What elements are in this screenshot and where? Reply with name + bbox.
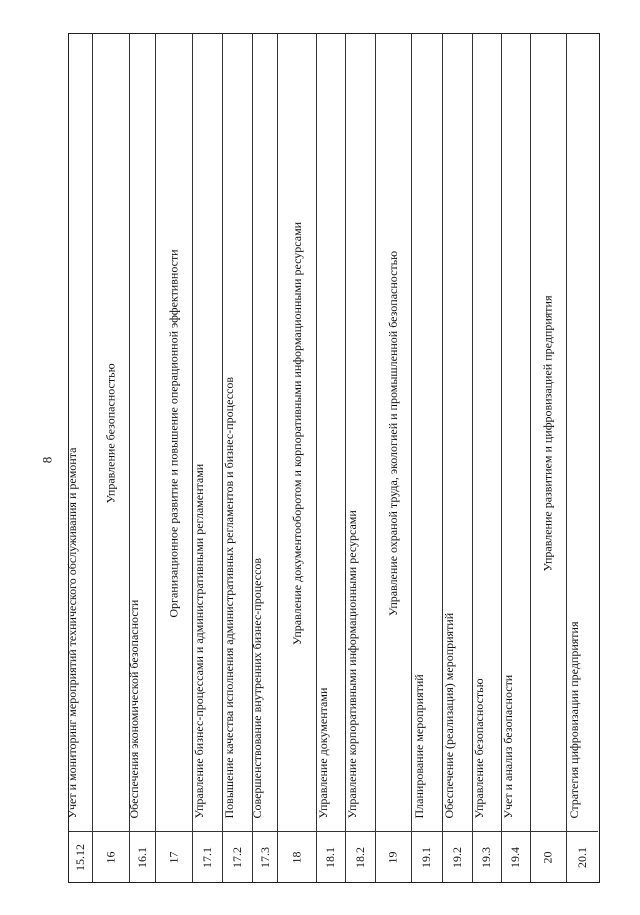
row-text: Управление документооборотом и корпоративными информационными ресурсами <box>289 221 304 645</box>
row-text-cell <box>278 34 315 832</box>
row-text: Управление безопасностью <box>103 362 118 504</box>
row-text: Управление развитием и цифровизацией предприятия <box>540 295 555 571</box>
row-text-cell <box>567 34 598 832</box>
row-text: Учет и мониторинг мероприятий технического обслуживания и ремонта <box>65 447 80 819</box>
row-number: 20.1 <box>574 846 589 868</box>
row-text: Обеспечение (реализация) мероприятий <box>442 612 457 819</box>
row-number-cell <box>193 831 222 882</box>
row-text-cell <box>531 34 566 832</box>
row-number: 19 <box>385 851 400 863</box>
row-number: 15.12 <box>72 843 87 871</box>
row-text: Управление бизнес-процессами и административными регламентами <box>192 463 207 819</box>
table-row <box>443 34 473 882</box>
row-number-cell <box>531 831 566 882</box>
row-number-cell <box>473 831 501 882</box>
row-text: Учет и анализ безопасности <box>500 674 515 819</box>
table-row <box>346 34 376 882</box>
row-text-cell <box>317 34 345 832</box>
row-text-cell <box>193 34 222 832</box>
table-row <box>531 34 567 882</box>
row-text: Стратегия цифровизации предприятия <box>567 621 582 819</box>
table-row <box>65 34 93 882</box>
table-row <box>278 34 316 882</box>
row-text-cell <box>127 34 155 832</box>
row-text-cell <box>223 34 252 832</box>
row-text: Управление безопасностью <box>471 678 486 819</box>
row-text-cell <box>346 34 375 832</box>
table-row <box>376 34 412 882</box>
row-text-cell <box>412 34 442 832</box>
row-text-cell <box>93 34 129 832</box>
table-row <box>473 34 502 882</box>
row-text: Обеспечения экономической безопасности <box>127 599 142 819</box>
row-number: 17.1 <box>199 846 214 868</box>
row-number: 18 <box>289 851 304 863</box>
row-number-cell <box>376 831 411 882</box>
row-number-cell <box>502 831 530 882</box>
row-number-cell <box>69 831 92 882</box>
row-text-cell <box>473 34 501 832</box>
row-number: 19.4 <box>508 846 523 868</box>
row-number-cell <box>317 831 345 882</box>
row-number: 19.1 <box>419 846 434 868</box>
row-number-cell <box>223 831 252 882</box>
row-number: 17.2 <box>229 846 244 868</box>
row-number-cell <box>443 831 472 882</box>
row-number: 16 <box>103 851 118 863</box>
table-row <box>412 34 443 882</box>
row-number-cell <box>346 831 375 882</box>
table-row <box>127 34 156 882</box>
row-text: Управление охраной труда, экологией и промышленной безопасностью <box>385 250 400 616</box>
row-number: 20 <box>540 851 555 863</box>
row-text-cell <box>376 34 411 832</box>
table-row <box>223 34 253 882</box>
row-text-cell <box>502 34 530 832</box>
row-number-cell <box>412 831 442 882</box>
row-text: Планирование мероприятий <box>411 674 426 819</box>
row-number: 17 <box>166 851 181 863</box>
row-text-cell <box>65 34 92 832</box>
row-number-cell <box>567 831 598 882</box>
row-text: Организационное развитие и повышение операционной эффективности <box>166 248 181 618</box>
page-number: 8 <box>39 456 55 464</box>
table-row <box>193 34 223 882</box>
row-number-cell <box>93 831 129 882</box>
row-text: Управление документами <box>315 687 330 819</box>
table-row <box>250 34 279 882</box>
row-number: 18.1 <box>323 846 338 868</box>
table-row <box>502 34 531 882</box>
row-text: Повышение качества исполнения административных регламентов и бизнес-процессов <box>222 376 237 819</box>
table-row <box>156 34 193 882</box>
document-table <box>65 33 600 883</box>
row-number: 19.3 <box>479 846 494 868</box>
row-text-cell <box>443 34 472 832</box>
row-number: 17.3 <box>257 846 272 868</box>
row-number: 16.1 <box>134 846 149 868</box>
table-row <box>567 34 598 882</box>
row-text-cell <box>156 34 192 832</box>
row-number-cell <box>156 831 192 882</box>
row-text: Совершенствование внутренних бизнес-процессов <box>250 557 265 819</box>
table-row <box>93 34 130 882</box>
row-number: 19.2 <box>449 846 464 868</box>
table-row <box>317 34 346 882</box>
row-number-cell <box>130 831 155 882</box>
row-number-cell <box>278 831 315 882</box>
row-text: Управление корпоративными информационными ресурсами <box>345 510 360 819</box>
row-text-cell <box>250 34 278 832</box>
row-number: 18.2 <box>352 846 367 868</box>
row-number-cell <box>253 831 278 882</box>
